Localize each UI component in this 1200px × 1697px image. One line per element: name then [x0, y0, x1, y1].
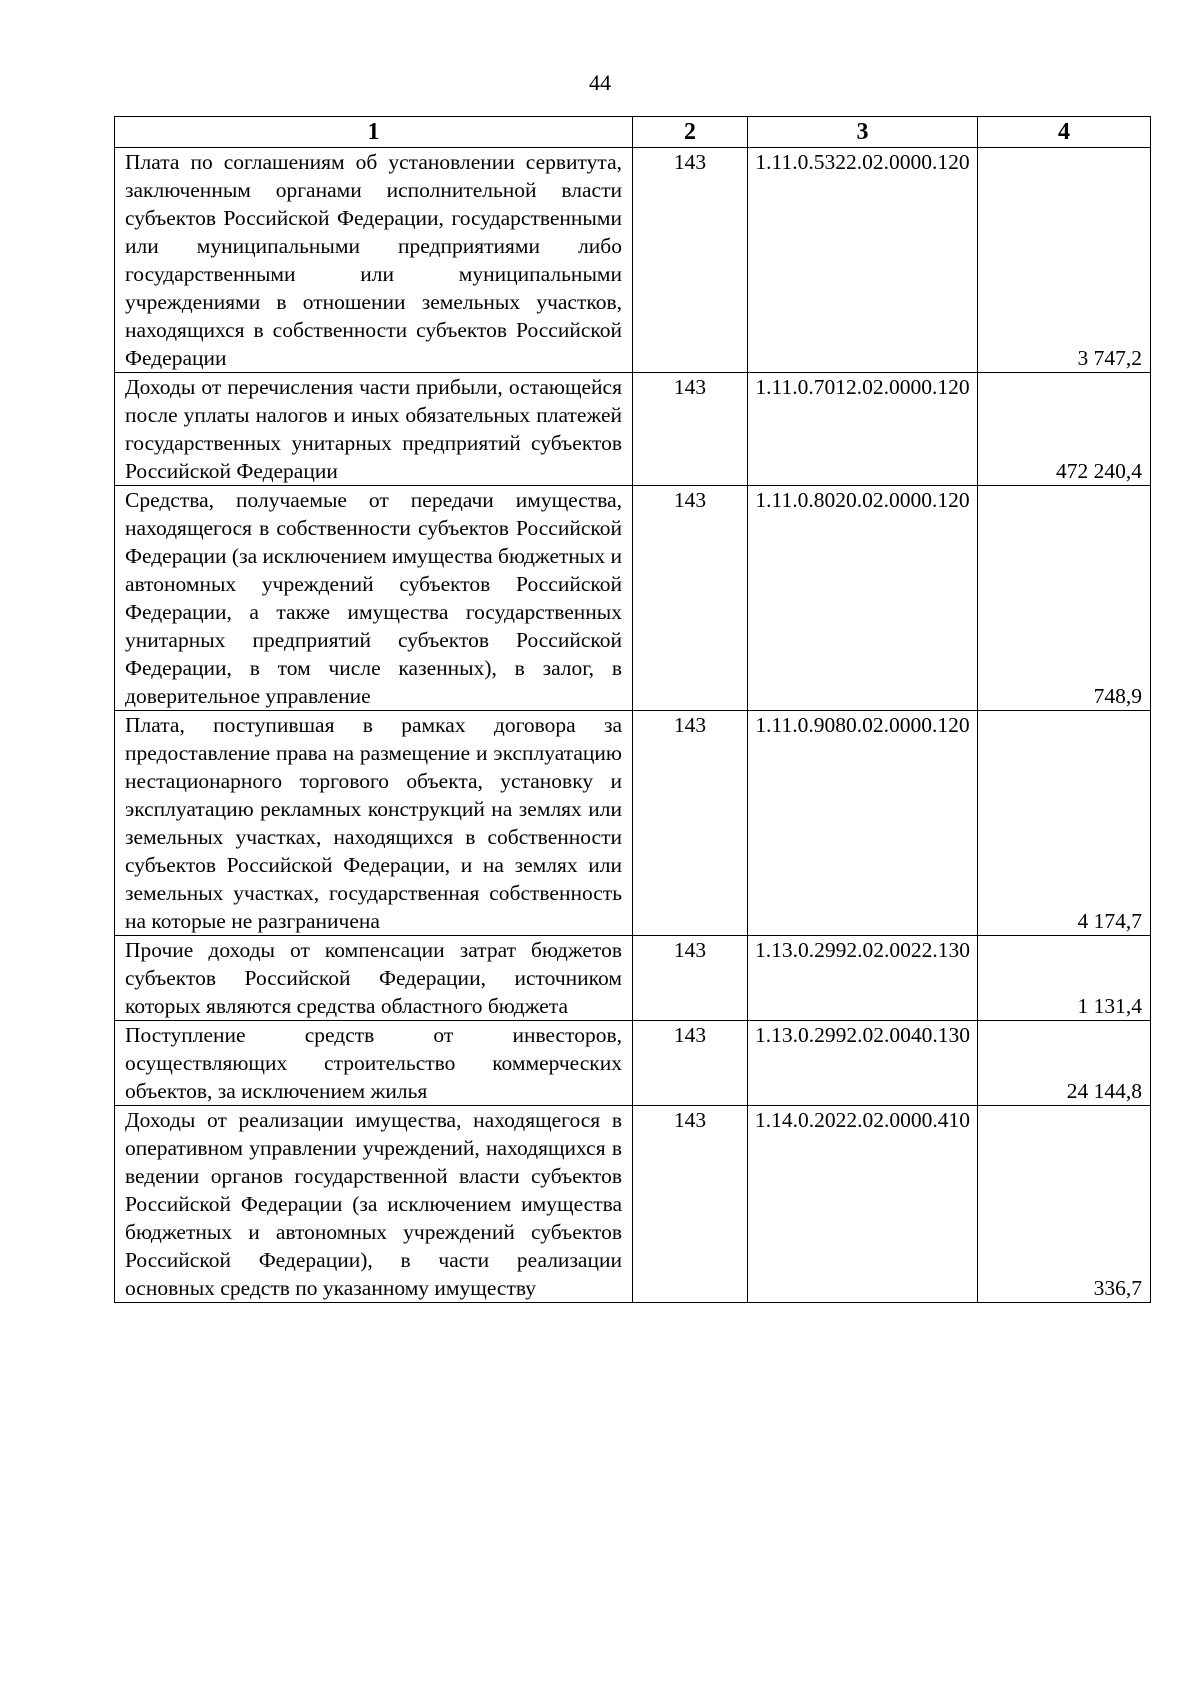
budget-code-cell: 1.14.0.2022.02.0000.410	[748, 1106, 978, 1303]
amount-cell: 3 747,2	[978, 148, 1151, 373]
table-row	[115, 936, 1151, 1021]
revenue-table	[114, 116, 1151, 1303]
revenue-name-cell: Доходы от реализации имущества, находящегося в оперативном управлении учреждений, находящихся в ведении органов государственной власти субъектов Российской Федерации (за исключением имущества бюджетных и автономных учреждений субъектов Российской Федерации), в части реализации основных средств по указанному имуществу	[115, 1106, 633, 1303]
revenue-name-cell: Доходы от перечисления части прибыли, остающейся после уплаты налогов и иных обязательных платежей государственных унитарных предприятий субъектов Российской Федерации	[115, 373, 633, 486]
admin-code-cell: 143	[633, 1106, 748, 1303]
column-header-3: 3	[748, 117, 978, 148]
table-row	[115, 711, 1151, 936]
amount-cell: 24 144,8	[978, 1021, 1151, 1106]
column-header-1: 1	[115, 117, 633, 148]
budget-code-cell: 1.11.0.7012.02.0000.120	[748, 373, 978, 486]
admin-code-cell: 143	[633, 148, 748, 373]
revenue-name-cell: Поступление средств от инвесторов, осуществляющих строительство коммерческих объектов, за исключением жилья	[115, 1021, 633, 1106]
table-row	[115, 486, 1151, 711]
revenue-name-cell: Плата по соглашениям об установлении сервитута, заключенным органами исполнительной власти субъектов Российской Федерации, государственными или муниципальными предприятиями либо государственными или муниципальными учреждениями в отношении земельных участков, находящихся в собственности субъектов Российской Федерации	[115, 148, 633, 373]
admin-code-cell: 143	[633, 711, 748, 936]
budget-code-cell: 1.13.0.2992.02.0040.130	[748, 1021, 978, 1106]
admin-code-cell: 143	[633, 486, 748, 711]
revenue-name-cell: Плата, поступившая в рамках договора за предоставление права на размещение и эксплуатацию нестационарного торгового объекта, установку и эксплуатацию рекламных конструкций на землях или земельных участках, находящихся в собственности субъектов Российской Федерации, и на землях или земельных участках, государственная собственность на которые не разграничена	[115, 711, 633, 936]
budget-code-cell: 1.13.0.2992.02.0022.130	[748, 936, 978, 1021]
amount-cell: 4 174,7	[978, 711, 1151, 936]
table-row	[115, 1106, 1151, 1303]
budget-code-cell: 1.11.0.9080.02.0000.120	[748, 711, 978, 936]
page-number: 44	[589, 70, 611, 95]
table-row	[115, 1021, 1151, 1106]
amount-cell: 1 131,4	[978, 936, 1151, 1021]
admin-code-cell: 143	[633, 936, 748, 1021]
admin-code-cell: 143	[633, 373, 748, 486]
admin-code-cell: 143	[633, 1021, 748, 1106]
table-row	[115, 148, 1151, 373]
revenue-name-cell: Средства, получаемые от передачи имущества, находящегося в собственности субъектов Российской Федерации (за исключением имущества бюджетных и автономных учреждений субъектов Российской Федерации, а также имущества государственных унитарных предприятий субъектов Российской Федерации, в том числе казенных), в залог, в доверительное управление	[115, 486, 633, 711]
revenue-table-container	[114, 116, 1150, 1303]
column-header-2: 2	[633, 117, 748, 148]
amount-cell: 748,9	[978, 486, 1151, 711]
revenue-name-cell: Прочие доходы от компенсации затрат бюджетов субъектов Российской Федерации, источником которых являются средства областного бюджета	[115, 936, 633, 1021]
table-row	[115, 373, 1151, 486]
amount-cell: 336,7	[978, 1106, 1151, 1303]
column-header-4: 4	[978, 117, 1151, 148]
budget-code-cell: 1.11.0.5322.02.0000.120	[748, 148, 978, 373]
amount-cell: 472 240,4	[978, 373, 1151, 486]
budget-code-cell: 1.11.0.8020.02.0000.120	[748, 486, 978, 711]
table-header-row	[115, 117, 1151, 148]
